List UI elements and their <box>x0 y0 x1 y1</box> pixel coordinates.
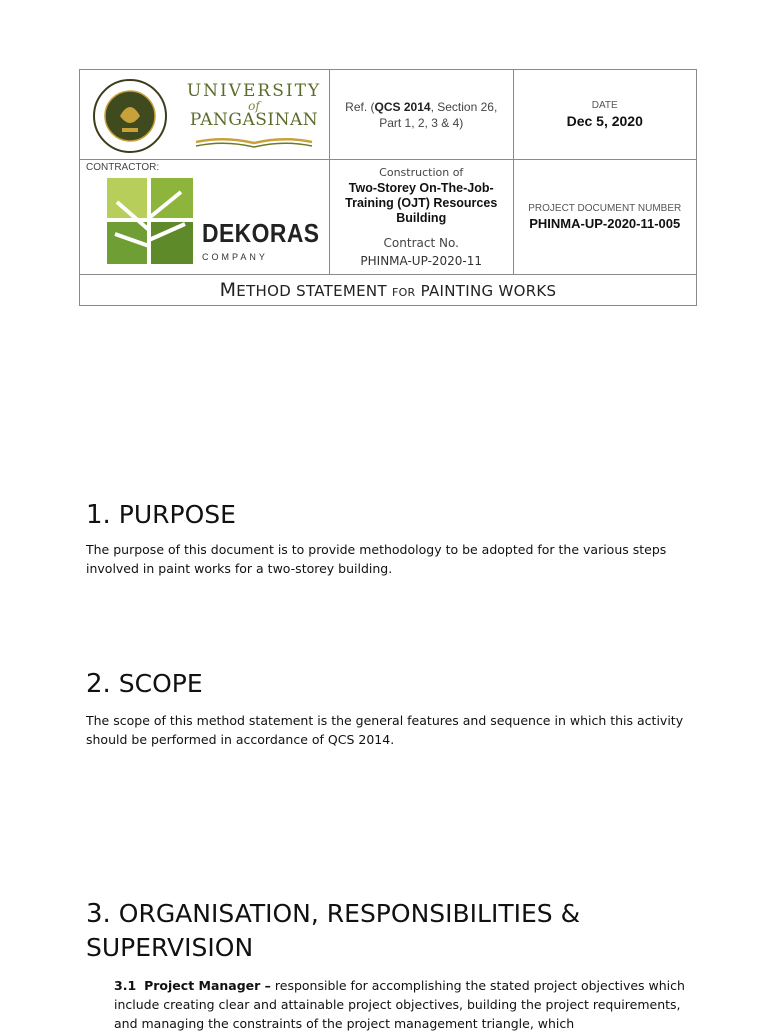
section-organisation <box>86 897 666 965</box>
ref-code: QCS 2014 <box>374 99 431 114</box>
ref-prefix: Ref. ( <box>345 99 375 114</box>
section-number: 1. <box>86 500 111 530</box>
section-scope <box>86 669 686 749</box>
date-value: Dec 5, 2020 <box>566 113 643 129</box>
project-title: Two-Storey On-The-Job-Training (OJT) Resources Building <box>345 181 498 225</box>
section-title: ORGANISATION, RESPONSIBILITIES & SUPERVISION <box>86 899 581 962</box>
date-label: DATE <box>591 100 618 111</box>
section-heading <box>86 669 686 699</box>
reference-cell <box>329 70 513 160</box>
construction-label: Construction of <box>379 166 464 179</box>
subsection-text: responsible for accomplishing the stated project objectives which include creating clear and attainable project objectives, building the project requirements, and managing the constraints of the project management triangle, which <box>114 978 685 1031</box>
section-heading <box>86 897 666 965</box>
method-title-part1: ETHOD STATEMENT <box>236 282 392 300</box>
project-document-number: PHINMA-UP-2020-11-005 <box>529 216 681 231</box>
university-logo-cell <box>80 70 330 160</box>
contract-label: Contract No. <box>383 236 459 250</box>
contract-number: PHINMA-UP-2020-11 <box>360 254 483 268</box>
university-name-line2: of <box>248 99 260 113</box>
university-name-line3: PANGASINAN <box>189 110 319 130</box>
dekoras-tree-logo-icon <box>107 178 193 264</box>
contractor-label: CONTRACTOR: <box>86 162 160 173</box>
contractor-name: DEKORAS <box>202 218 320 248</box>
university-name-line1: UNIVERSITY <box>186 81 322 101</box>
book-icon <box>194 136 314 150</box>
method-statement-cell <box>80 275 697 306</box>
document-header-table <box>79 69 697 306</box>
date-cell <box>513 70 697 160</box>
subsection-role: Project Manager – <box>144 978 271 993</box>
subsection-body <box>114 976 694 1033</box>
subsection-project-manager <box>114 976 694 1033</box>
section-purpose <box>86 500 686 578</box>
section-heading <box>86 500 686 530</box>
construction-cell <box>329 160 513 275</box>
contractor-cell <box>80 160 330 275</box>
method-title-initial: M <box>219 279 237 301</box>
section-body: The scope of this method statement is the general features and sequence in which this activity should be performed in accordance of QCS 2014. <box>86 713 684 747</box>
project-document-label: PROJECT DOCUMENT NUMBER <box>528 203 682 214</box>
section-title: PURPOSE <box>118 500 236 529</box>
section-number: 2. <box>86 669 111 699</box>
ref-suffix: , Section 26, Part 1, 2, 3 & 4) <box>379 99 498 130</box>
section-body: The purpose of this document is to provide methodology to be adopted for the various steps involved in paint works for a two-storey building. <box>86 542 667 576</box>
subsection-number: 3.1 <box>114 978 137 993</box>
section-number: 3. <box>86 899 111 929</box>
method-title-for: FOR <box>391 286 416 299</box>
contractor-tagline: COMPANY <box>202 252 268 262</box>
method-statement-title <box>219 279 557 301</box>
project-document-cell <box>513 160 697 275</box>
method-title-part2: PAINTING WORKS <box>415 282 557 300</box>
university-seal-icon <box>92 78 168 154</box>
section-title: SCOPE <box>118 669 203 698</box>
